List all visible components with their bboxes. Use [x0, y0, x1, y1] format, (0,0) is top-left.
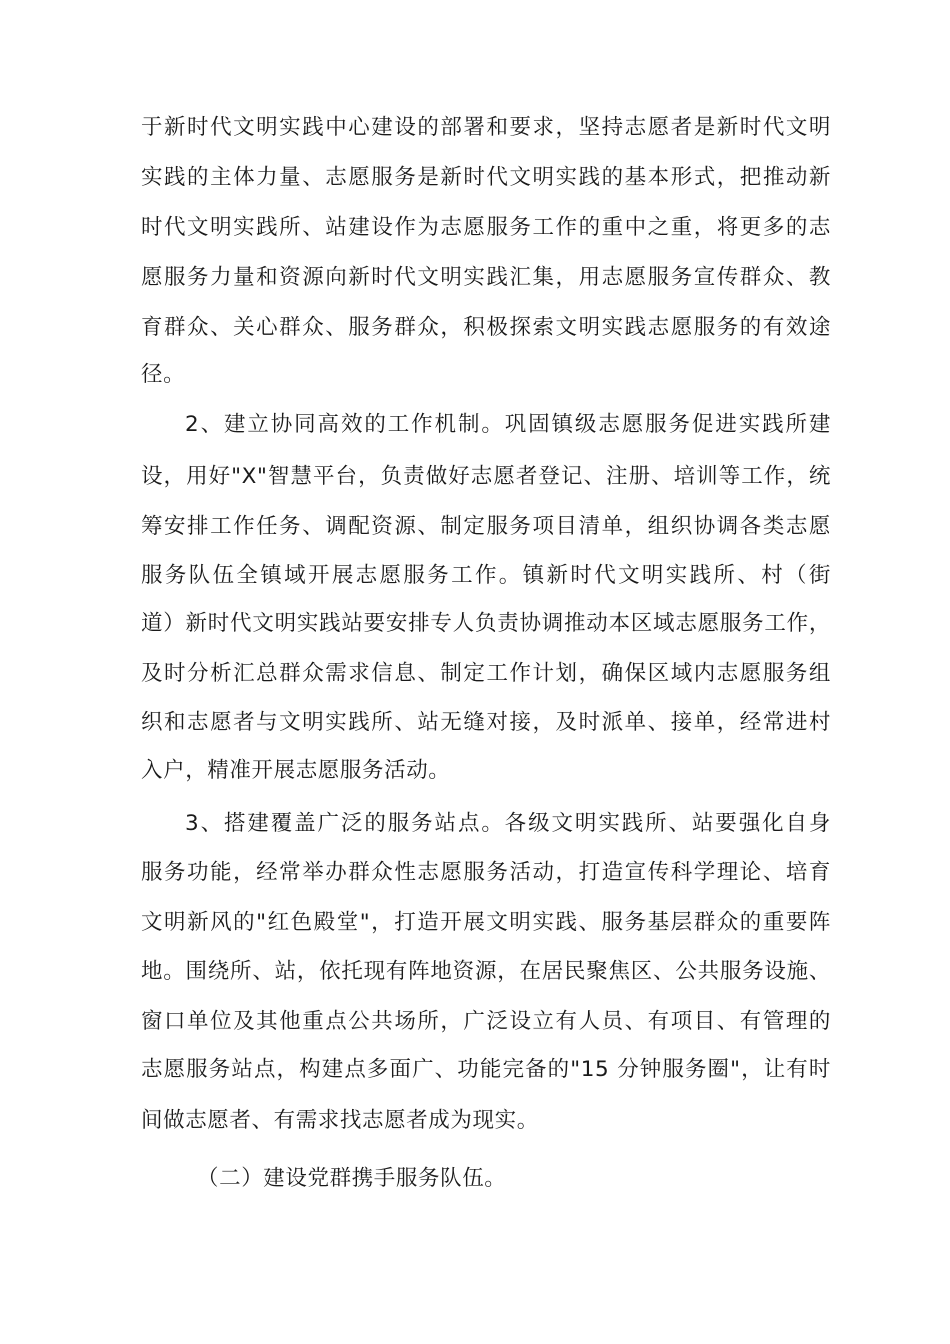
- paragraph-line: 于新时代文明实践中心建设的部署和要求，坚持志愿者是新时代文明: [141, 115, 831, 140]
- paragraph-line: 窗口单位及其他重点公共场所，广泛设立有人员、有项目、有管理的: [141, 1009, 831, 1034]
- paragraph-line: 服务队伍全镇域开展志愿服务工作。镇新时代文明实践所、村（街: [141, 563, 831, 588]
- paragraph-line: 间做志愿者、有需求找志愿者成为现实。: [141, 1108, 539, 1133]
- paragraph-line: 愿服务力量和资源向新时代文明实践汇集，用志愿服务宣传群众、教: [141, 265, 831, 290]
- paragraph-line: 入户，精准开展志愿服务活动。: [141, 758, 451, 783]
- paragraph-line: 育群众、关心群众、服务群众，积极探索文明实践志愿服务的有效途: [141, 315, 831, 340]
- paragraph-line: 设，用好"X"智慧平台，负责做好志愿者登记、注册、培训等工作，统: [141, 464, 831, 489]
- paragraph-line: 实践的主体力量、志愿服务是新时代文明实践的基本形式，把推动新: [141, 165, 831, 190]
- paragraph-line: 服务功能，经常举办群众性志愿服务活动，打造宣传科学理论、培育: [141, 860, 831, 885]
- paragraph-line: 道）新时代文明实践站要安排专人负责协调推动本区域志愿服务工作，: [141, 611, 831, 636]
- paragraph-line: 2、建立协同高效的工作机制。巩固镇级志愿服务促进实践所建: [185, 412, 831, 437]
- paragraph-line: 织和志愿者与文明实践所、站无缝对接，及时派单、接单，经常进村: [141, 710, 831, 735]
- paragraph-line: 及时分析汇总群众需求信息、制定工作计划，确保区域内志愿服务组: [141, 661, 831, 686]
- paragraph-line: 地。围绕所、站，依托现有阵地资源，在居民聚焦区、公共服务设施、: [141, 959, 831, 984]
- paragraph-line: 筹安排工作任务、调配资源、制定服务项目清单，组织协调各类志愿: [141, 514, 831, 539]
- section-heading-text: （二）建设党群携手服务队伍。: [197, 1166, 507, 1191]
- paragraph-line: 时代文明实践所、站建设作为志愿服务工作的重中之重，将更多的志: [141, 215, 831, 240]
- paragraph-line: 3、搭建覆盖广泛的服务站点。各级文明实践所、站要强化自身: [185, 811, 831, 836]
- paragraph-line: 志愿服务站点，构建点多面广、功能完备的"15 分钟服务圈"，让有时: [141, 1057, 831, 1082]
- paragraph-line: 径。: [141, 362, 186, 387]
- paragraph-line: 文明新风的"红色殿堂"，打造开展文明实践、服务基层群众的重要阵: [141, 910, 831, 935]
